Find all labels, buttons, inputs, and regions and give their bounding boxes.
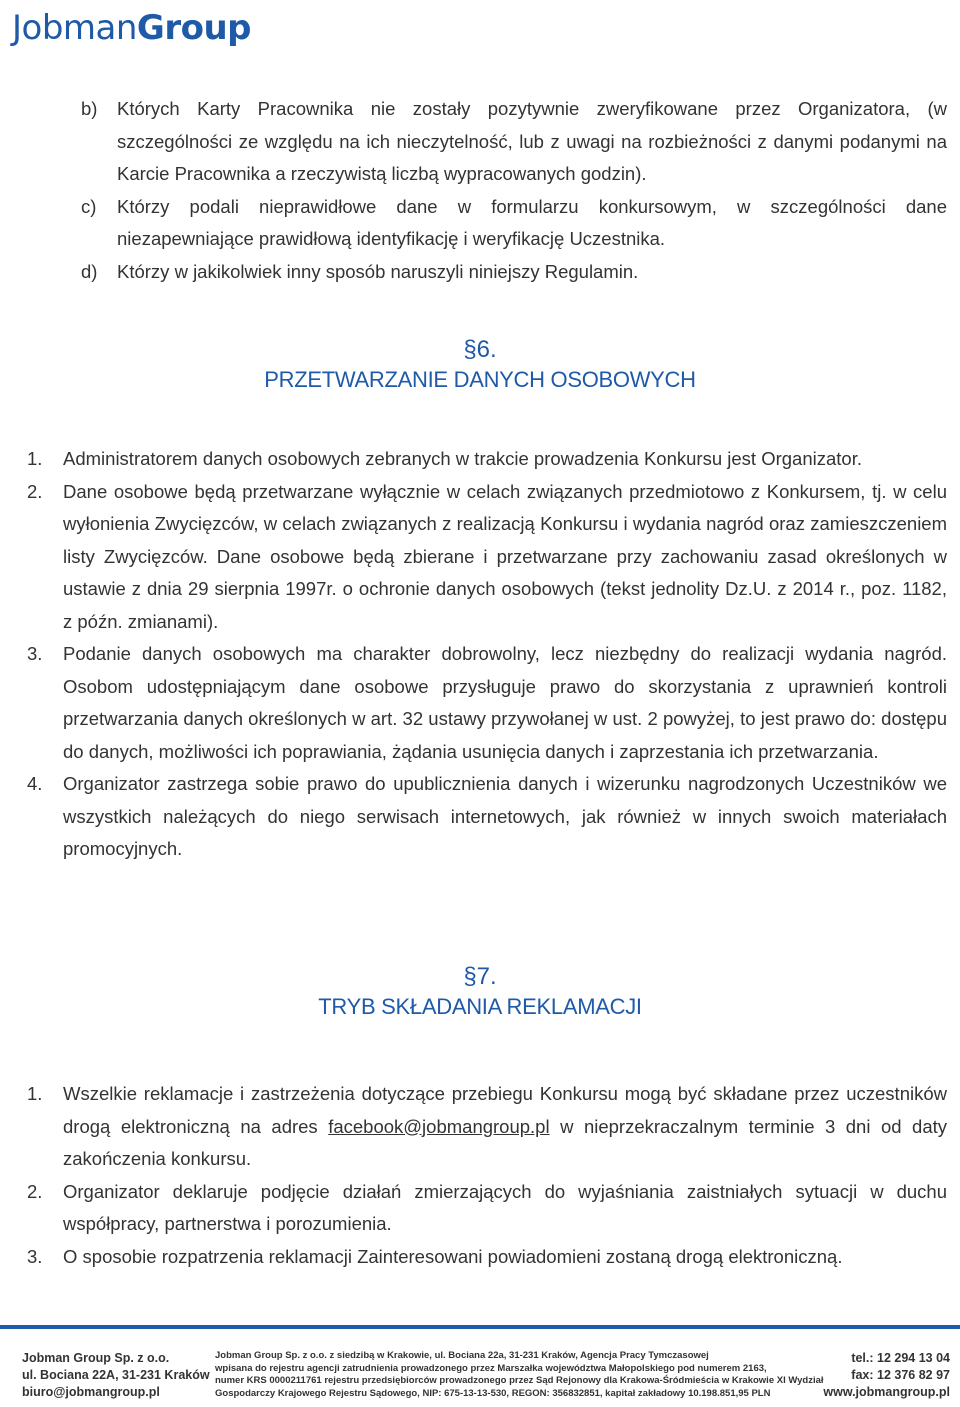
- section-title: TRYB SKŁADANIA REKLAMACJI: [318, 994, 642, 1019]
- list-item: 2. Dane osobowe będą przetwarzane wyłącznie w celach związanych przedmiotowo z Konkursem, tj. w celu wyłonienia Zwycięzców, w celach związanych z realizacją Konkursu i wydania nagród oraz zamieszczeniem listy Zwycięzców. Dane osobowe będą zbierane i przetwarzane przy zachowaniu zasad określonych w ustawie z dnia 29 sierpnia 1997r. o ochronie danych osobowych (tekst jednolity Dz.U. z 2014 r., poz. 1182, z późn. zmianami).: [27, 480, 947, 632]
- footer-website[interactable]: www.jobmangroup.pl: [823, 1385, 950, 1399]
- footer-legal-info: Jobman Group Sp. z o.o. z siedzibą w Krakowie, ul. Bociana 22a, 31-231 Kraków, Agencja Pracy Tymczasowej wpisana do rejestru agencji zatrudnienia prowadzonego przez Marszałka województwa Małopolskiego pod numerem 2163, numer KRS 0000211761 rejestru przedsiębiorców prowadzonego przez Sąd Rejonowy dla Krakowa-Śródmieścia w Krakowie XI Wydział Gospodarczy Krajowego Rejestru Sądowego, NIP: 675-13-13-530, REGON: 356832851, kapitał zakładowy 10.198.851,95 PLN: [215, 1350, 824, 1399]
- list-item: 1. Administratorem danych osobowych zebranych w trakcie prowadzenia Konkursu jest Organizator.: [27, 448, 862, 469]
- footer-email[interactable]: biuro@jobmangroup.pl: [22, 1385, 160, 1399]
- section-7-heading: [0, 962, 960, 1022]
- jobman-group-logo: JobmanGroup: [12, 8, 251, 48]
- email-link[interactable]: facebook@jobmangroup.pl: [328, 1115, 550, 1137]
- list-item: 3. Podanie danych osobowych ma charakter dobrowolny, lecz niezbędny do realizacji wydania nagród. Osobom udostępniającym dane osobowe przysługuje prawo do skorzystania z uprawnień kontroli przetwarzania danych określonych w art. 32 ustawy przywołanej w ust. 2 powyżej, to jest prawo do: dostępu do danych, możliwości ich poprawiania, żądania usunięcia danych i zaprzestania ich przetwarzania.: [27, 643, 947, 762]
- list-item: 1. Wszelkie reklamacje i zastrzeżenia dotyczące przebiegu Konkursu mogą być składane przez uczestników drogą elektroniczną na adres facebook@jobmangroup.pl w nieprzekraczalnym terminie 3 dni od daty zakończenia konkursu.: [27, 1083, 948, 1169]
- list-item: d) Którzy w jakikolwiek inny sposób naruszyli niniejszy Regulamin.: [81, 260, 639, 282]
- section-number: §7.: [463, 963, 497, 990]
- section-number: §6.: [463, 336, 497, 363]
- section-title: PRZETWARZANIE DANYCH OSOBOWYCH: [264, 367, 696, 392]
- section-7-list: [27, 1078, 948, 1273]
- footer: [0, 1350, 960, 1402]
- list-item: b) Których Karty Pracownika nie zostały pozytywnie zweryfikowane przez Organizatora, (w szczególności ze względu na ich nieczytelność, lub z uwagi na rozbieżności z danymi podanymi na Karcie Pracownika a rzeczywistą liczbą wypracowanych godzin).: [81, 98, 947, 184]
- footer-contact: [823, 1350, 950, 1401]
- section-6-heading: [0, 335, 960, 395]
- list-item: c) Którzy podali nieprawidłowe dane w formularzu konkursowym, w szczególności dane niezapewniające prawidłową identyfikację i weryfikację Uczestnika.: [81, 195, 947, 249]
- exclusion-list: [81, 93, 947, 288]
- footer-divider: [0, 1325, 960, 1329]
- list-item: 3. O sposobie rozpatrzenia reklamacji Zainteresowani powiadomieni zostaną drogą elektroniczną.: [27, 1245, 843, 1267]
- footer-company: Jobman Group Sp. z o.o. ul. Bociana 22A, 31-231 Kraków biuro@jobmangroup.pl: [22, 1351, 210, 1399]
- footer-phone: tel.: 12 294 13 04: [851, 1351, 950, 1365]
- footer-fax: fax: 12 376 82 97: [851, 1368, 950, 1382]
- list-item: 4. Organizator zastrzega sobie prawo do upublicznienia danych i wizerunku nagrodzonych Uczestników we wszystkich należących do niego serwisach internetowych, jak również w innych swoich materiałach promocyjnych.: [27, 773, 947, 859]
- section-6-list: [27, 443, 947, 866]
- list-item: 2. Organizator deklaruje podjęcie działań zmierzających do wyjaśniania zaistniałych sytuacji w duchu współpracy, partnerstwa i porozumienia.: [27, 1180, 947, 1234]
